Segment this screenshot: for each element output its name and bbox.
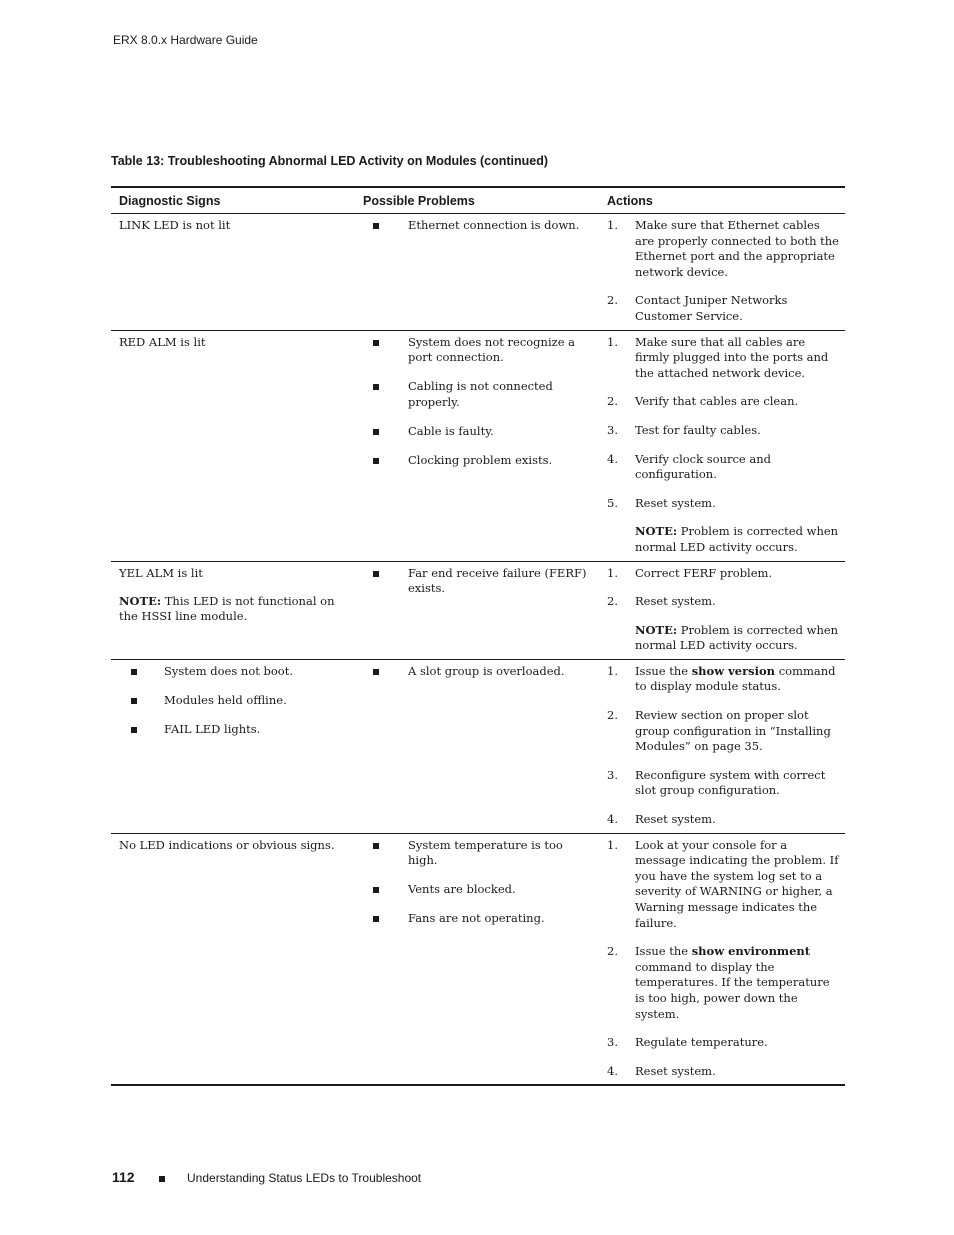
step-number: 2.	[607, 394, 618, 409]
problem-item	[363, 566, 595, 597]
step-number: 4.	[607, 1063, 618, 1078]
step-number: 2.	[607, 708, 618, 723]
problem-item	[363, 218, 595, 234]
diagnostic-signs-cell	[111, 833, 355, 1085]
diagnostic-sign: RED ALM is lit	[119, 334, 206, 349]
column-header-actions: Actions	[607, 193, 653, 208]
action-step	[607, 496, 841, 512]
cli-command: show version	[691, 663, 776, 678]
bullet-square	[131, 698, 137, 704]
action-step	[607, 1064, 841, 1080]
step-number: 1.	[607, 565, 618, 580]
diagnostic-sign: YEL ALM is lit	[119, 565, 203, 580]
bullet-square	[373, 669, 379, 675]
step-text: Make sure that all cables are firmly plugged into the ports and the attached network device.	[635, 334, 829, 380]
bullet-square	[131, 669, 137, 675]
actions-cell	[599, 833, 845, 1085]
note-label: NOTE:	[635, 622, 678, 637]
table-row	[111, 561, 845, 659]
step-number: 3.	[607, 422, 618, 437]
diagnostic-sign-bullet	[119, 722, 351, 738]
diagnostic-sign-bullet	[119, 664, 351, 680]
step-text: Regulate temperature.	[635, 1035, 768, 1050]
note-text: Problem is corrected when normal LED activity occurs.	[635, 524, 839, 554]
step-text: Verify that cables are clean.	[635, 394, 799, 409]
possible-problems-cell	[355, 214, 599, 331]
bullet-square	[373, 223, 379, 229]
step-number: 2.	[607, 594, 618, 609]
action-step	[607, 423, 841, 439]
step-text: Reconfigure system with correct slot group configuration.	[635, 767, 826, 798]
action-step	[607, 1035, 841, 1051]
possible-problems-cell	[355, 330, 599, 561]
step-number: 1.	[607, 837, 618, 852]
problem-item	[363, 838, 595, 869]
actions-cell	[599, 561, 845, 659]
action-note	[607, 524, 841, 555]
problem-text: Cabling is not connected properly.	[408, 379, 553, 409]
step-text: Reset system.	[635, 495, 716, 510]
bullet-square	[373, 843, 379, 849]
diagnostic-sign: LINK LED is not lit	[119, 218, 231, 232]
step-text	[635, 944, 830, 1020]
table-row	[111, 214, 845, 331]
action-step	[607, 566, 841, 582]
step-text-pre: Issue the	[635, 663, 692, 678]
step-text-pre: Issue the	[635, 944, 692, 959]
step-number: 3.	[607, 767, 618, 782]
problem-text: System does not recognize a port connection.	[408, 334, 576, 365]
step-text-post: command to display the temperatures. If the temperature is too high, power down the system.	[635, 959, 830, 1021]
column-header-diagnostic-signs: Diagnostic Signs	[119, 193, 221, 208]
bullet-square	[373, 571, 379, 577]
step-text: Contact Juniper Networks Customer Service.	[635, 293, 788, 323]
diagnostic-sign: FAIL LED lights.	[164, 722, 261, 737]
action-step	[607, 594, 841, 610]
note-label: NOTE:	[635, 524, 678, 539]
diagnostic-signs-cell	[111, 330, 355, 561]
step-text: Correct FERF problem.	[635, 565, 773, 580]
problem-item	[363, 453, 595, 469]
step-number: 2.	[607, 293, 618, 308]
diagnostic-signs-cell	[111, 214, 355, 331]
bullet-square	[373, 916, 379, 922]
table-row	[111, 833, 845, 1085]
bullet-square	[373, 887, 379, 893]
footer-section-title: Understanding Status LEDs to Troubleshoot	[187, 1171, 422, 1185]
bullet-square	[131, 727, 137, 733]
diagnostic-signs-cell	[111, 561, 355, 659]
step-number: 5.	[607, 495, 618, 510]
possible-problems-cell	[355, 659, 599, 833]
diagnostic-sign: No LED indications or obvious signs.	[119, 837, 335, 852]
problem-item	[363, 424, 595, 440]
running-header: ERX 8.0.x Hardware Guide	[113, 33, 258, 47]
step-number: 2.	[607, 944, 618, 959]
diagnostic-sign: Modules held offline.	[164, 692, 287, 707]
problem-text: Vents are blocked.	[408, 882, 516, 897]
possible-problems-cell	[355, 833, 599, 1085]
step-text: Reset system.	[635, 594, 716, 609]
step-text: Make sure that Ethernet cables are properly connected to both the Ethernet port and the appropriate network device.	[635, 218, 839, 279]
step-text: Verify clock source and configuration.	[635, 451, 772, 482]
step-text-post: command to display module status.	[635, 663, 836, 694]
problem-text: Cable is faulty.	[408, 423, 494, 438]
step-text: Reset system.	[635, 1063, 716, 1078]
note-label: NOTE:	[119, 593, 162, 608]
step-number: 4.	[607, 451, 618, 466]
table-body	[111, 214, 845, 1086]
problem-item	[363, 911, 595, 927]
action-step	[607, 812, 841, 828]
note-text: This LED is not functional on the HSSI line module.	[119, 593, 335, 624]
action-step	[607, 452, 841, 483]
table-header-row	[111, 187, 845, 214]
problem-text: Far end receive failure (FERF) exists.	[408, 565, 587, 596]
footer-bullet-square	[159, 1176, 165, 1182]
table-row	[111, 330, 845, 561]
step-number: 3.	[607, 1035, 618, 1050]
action-step	[607, 768, 841, 799]
actions-cell	[599, 214, 845, 331]
diagnostic-sign: System does not boot.	[164, 663, 294, 678]
diagnostic-note	[119, 594, 351, 625]
bullet-square	[373, 384, 379, 390]
action-step	[607, 708, 841, 755]
action-note	[607, 623, 841, 654]
actions-cell	[599, 330, 845, 561]
action-step	[607, 394, 841, 410]
step-text: Review section on proper slot group configuration in “Installing Modules” on page 35.	[635, 708, 831, 754]
problem-text: A slot group is overloaded.	[408, 663, 565, 678]
step-text	[635, 664, 836, 694]
column-header-possible-problems: Possible Problems	[363, 193, 475, 208]
bullet-square	[373, 458, 379, 464]
step-number: 1.	[607, 663, 618, 678]
possible-problems-cell	[355, 561, 599, 659]
action-step	[607, 664, 841, 695]
step-number: 1.	[607, 218, 618, 232]
action-step	[607, 293, 841, 324]
step-text: Look at your console for a message indicating the problem. If you have the system log set to a severity of WARNING or higher, a Warning message indicates the failure.	[635, 837, 839, 930]
bullet-square	[373, 340, 379, 346]
problem-text: Clocking problem exists.	[408, 453, 553, 468]
action-step	[607, 944, 841, 1022]
step-number: 1.	[607, 334, 618, 349]
action-step	[607, 218, 841, 280]
diagnostic-signs-cell	[111, 659, 355, 833]
problem-item	[363, 664, 595, 680]
action-step	[607, 838, 841, 932]
note-text: Problem is corrected when normal LED activity occurs.	[635, 622, 839, 653]
action-step	[607, 335, 841, 382]
step-text: Reset system.	[635, 812, 716, 827]
problem-text: System temperature is too high.	[408, 837, 563, 868]
problem-item	[363, 335, 595, 366]
problem-item	[363, 882, 595, 898]
page-number: 112	[112, 1169, 135, 1185]
problem-text: Fans are not operating.	[408, 911, 545, 926]
actions-cell	[599, 659, 845, 833]
bullet-square	[373, 429, 379, 435]
table-row	[111, 659, 845, 833]
step-text: Test for faulty cables.	[635, 422, 761, 437]
step-number: 4.	[607, 812, 618, 827]
diagnostic-sign-bullet	[119, 693, 351, 709]
table-caption: Table 13: Troubleshooting Abnormal LED Activity on Modules (continued)	[111, 154, 549, 168]
problem-text: Ethernet connection is down.	[408, 218, 580, 232]
problem-item	[363, 379, 595, 410]
troubleshooting-table	[111, 186, 845, 1086]
cli-command: show environment	[691, 944, 811, 959]
